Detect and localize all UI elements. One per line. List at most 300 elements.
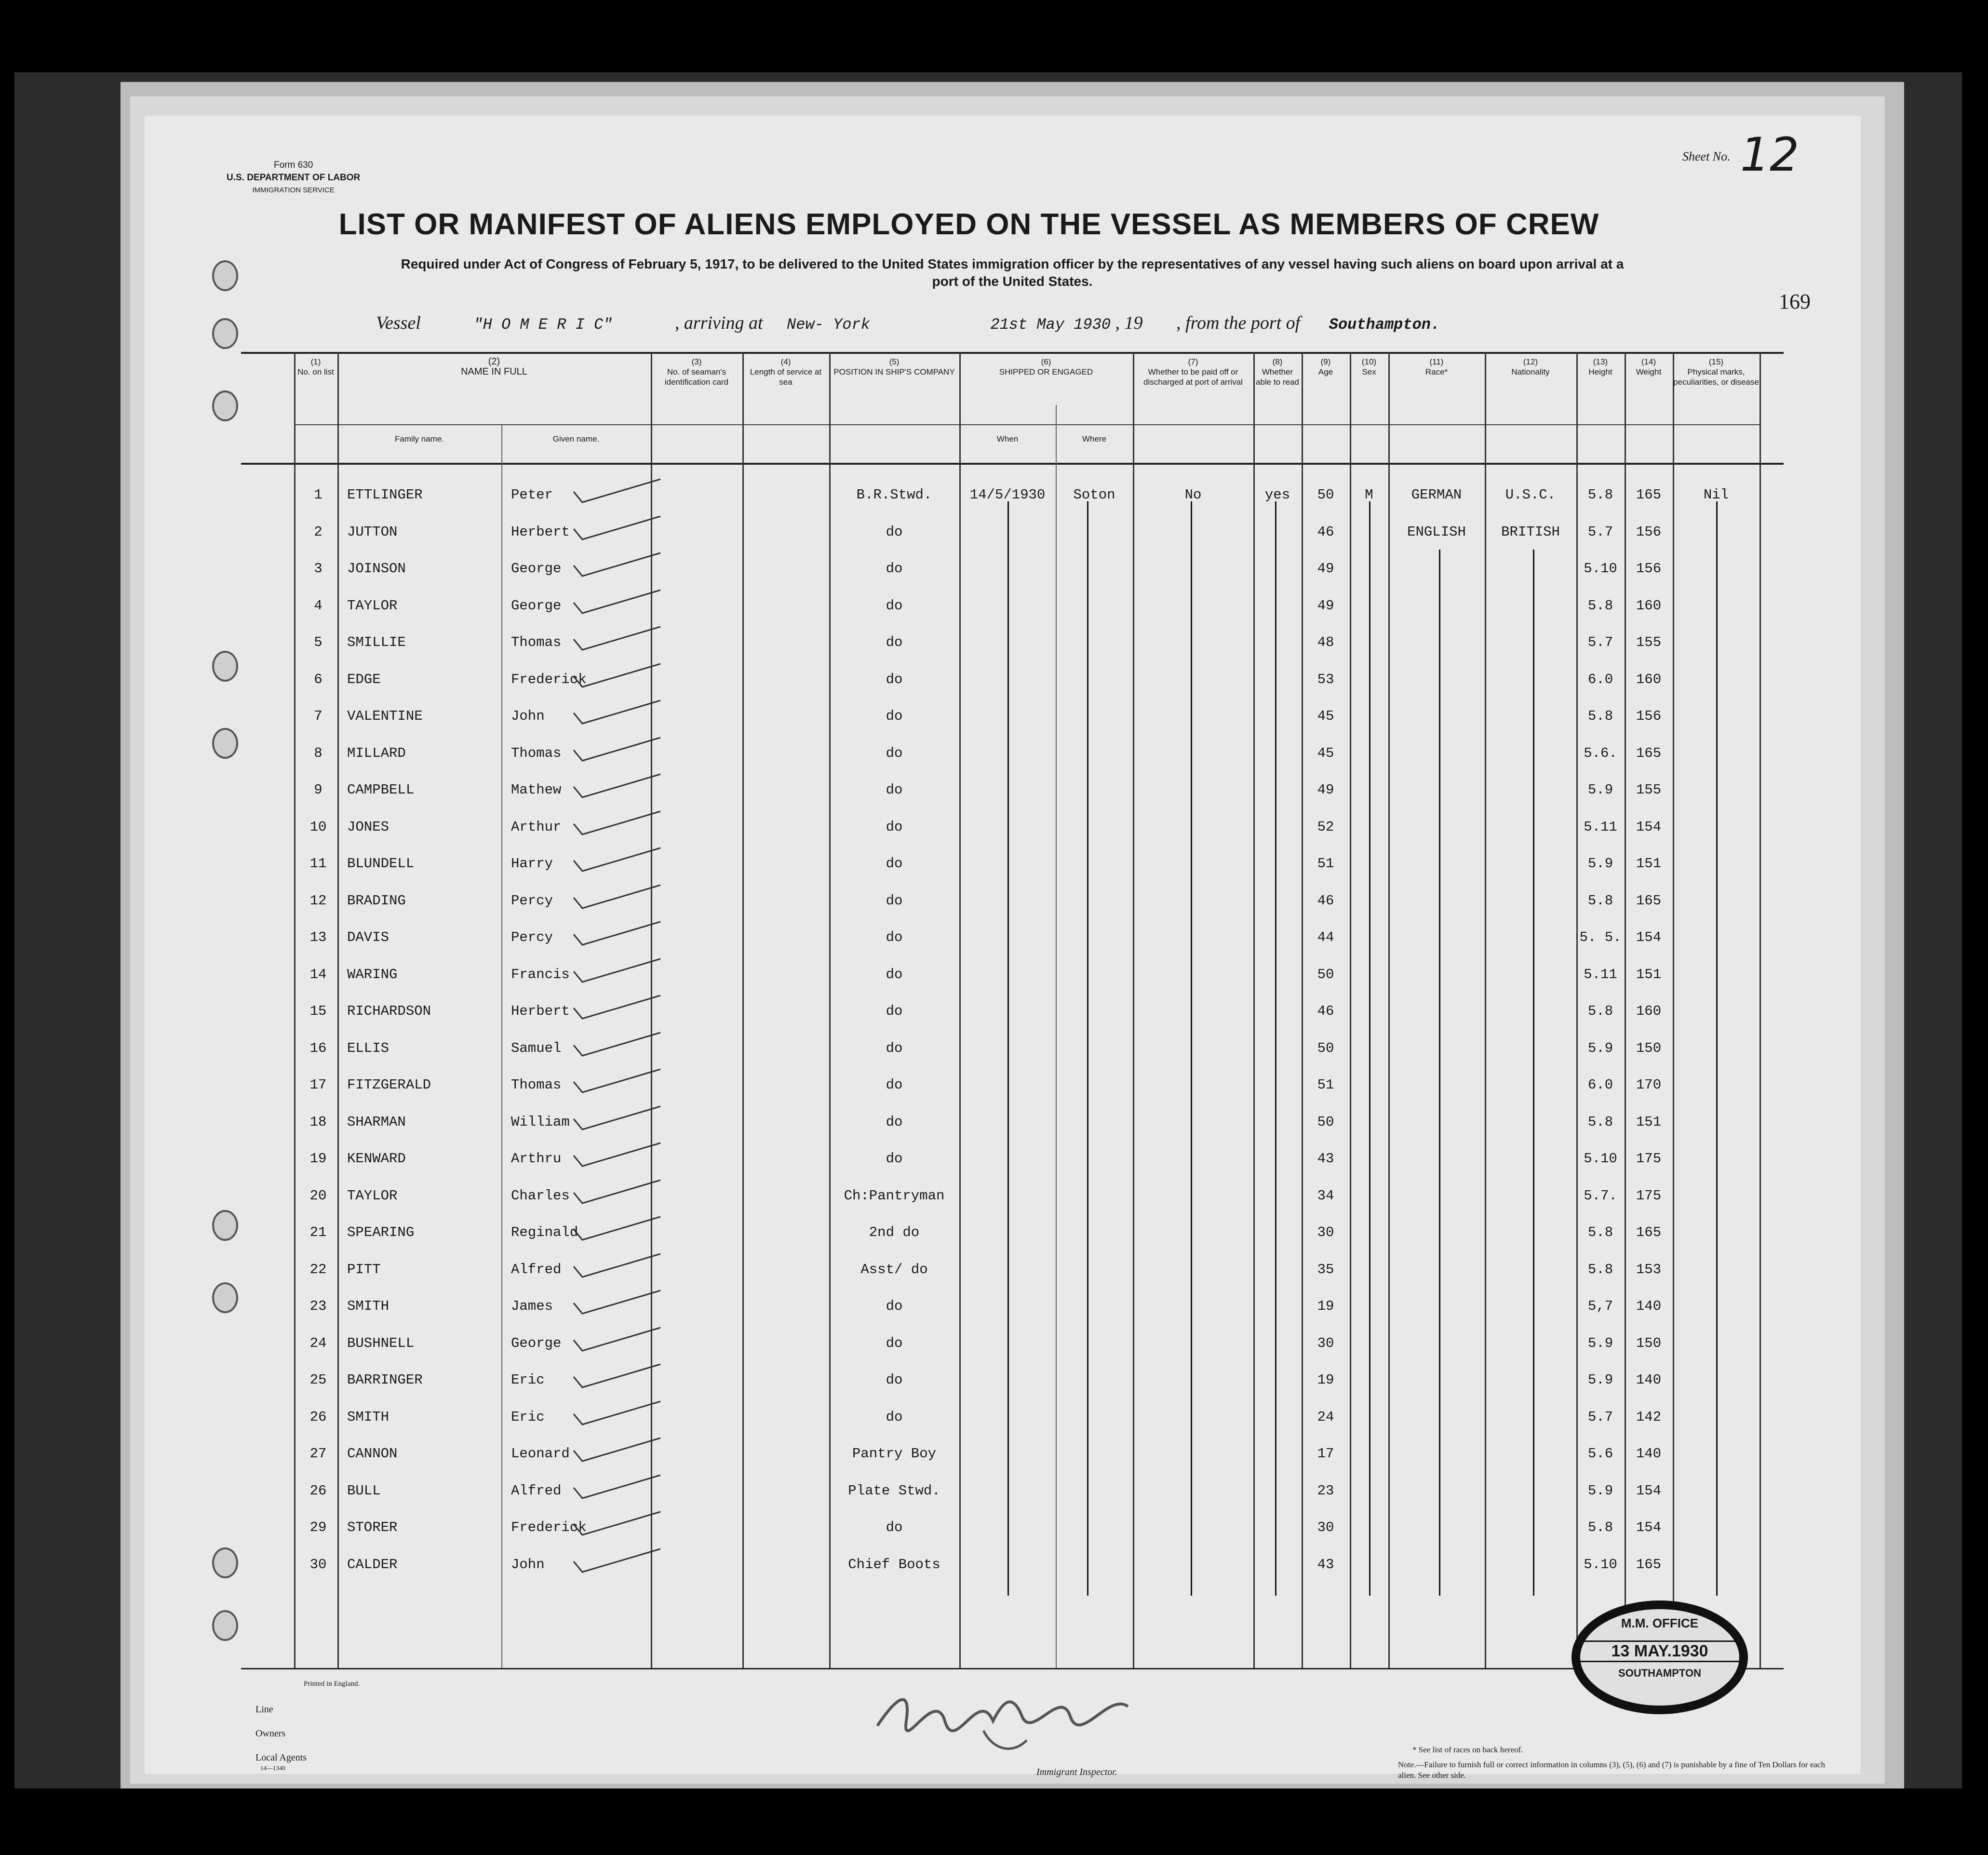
height-cell: 5.8: [1587, 1519, 1613, 1535]
header-age: (9) Age: [1318, 357, 1333, 376]
from-port: Southampton.: [1329, 316, 1440, 334]
row-number-cell: 6: [314, 671, 322, 687]
age-cell: 46: [1317, 1003, 1334, 1019]
check-mark-icon: [569, 957, 665, 986]
position-cell: do: [886, 892, 903, 909]
height-cell: 5.9: [1587, 856, 1613, 872]
given-name-cell: Harry: [511, 856, 553, 872]
row-number-cell: 17: [309, 1077, 327, 1093]
vessel-label: Vessel: [376, 313, 421, 333]
row-number-cell: 27: [309, 1446, 327, 1462]
arriving-label: , arriving at: [674, 313, 763, 333]
page-title: LIST OR MANIFEST OF ALIENS EMPLOYED ON THE VESSEL AS MEMBERS OF CREW: [338, 208, 1599, 241]
col-rule: [1760, 352, 1761, 1668]
check-mark-icon: [569, 625, 665, 654]
header-name: (2) NAME IN FULL: [461, 356, 527, 377]
position-cell: do: [886, 856, 903, 872]
punch-hole: [212, 260, 238, 291]
row-number-cell: 14: [309, 966, 327, 982]
header-height: (13) Height: [1588, 357, 1612, 376]
col-rule: [1485, 352, 1486, 1668]
weight-cell: 151: [1636, 1114, 1662, 1130]
given-name-cell: James: [511, 1298, 553, 1314]
ditto-mark: [1087, 501, 1088, 1596]
given-name-cell: Alfred: [511, 1482, 562, 1499]
weight-cell: 175: [1636, 1151, 1662, 1167]
family-name-cell: BARRINGER: [347, 1372, 423, 1388]
height-cell: 5.8: [1587, 597, 1613, 614]
punch-hole: [212, 1547, 238, 1578]
age-cell: 43: [1317, 1556, 1334, 1573]
family-name-cell: CANNON: [347, 1446, 398, 1462]
header-length: (4) Length of service at sea: [750, 357, 822, 387]
height-cell: 5.7: [1587, 634, 1613, 650]
height-cell: 5. 5.: [1579, 929, 1622, 945]
position-cell: do: [886, 1003, 903, 1019]
family-name-cell: SPEARING: [347, 1224, 415, 1240]
form-number: Form 630: [273, 160, 313, 170]
header-where: Where: [1082, 434, 1107, 444]
position-cell: do: [886, 1114, 903, 1130]
family-name-cell: TAYLOR: [347, 1187, 398, 1204]
col-rule: [742, 352, 744, 1668]
position-cell: do: [886, 1077, 903, 1093]
family-name-cell: SMITH: [347, 1409, 390, 1425]
check-mark-icon: [569, 1141, 665, 1170]
height-cell: 5.7: [1587, 1409, 1613, 1425]
position-cell: do: [886, 745, 903, 761]
sheet-number: 12: [1740, 128, 1800, 182]
height-cell: 5.11: [1584, 966, 1617, 982]
page-number: 169: [1779, 290, 1811, 313]
check-mark-icon: [569, 994, 665, 1022]
weight-cell: 155: [1636, 782, 1662, 798]
given-name-cell: Thomas: [511, 634, 562, 650]
row-number-cell: 24: [309, 1335, 327, 1351]
age-cell: 46: [1317, 892, 1334, 909]
department-name: U.S. DEPARTMENT OF LABOR: [227, 173, 361, 183]
row-number-cell: 5: [314, 634, 322, 650]
check-mark-icon: [569, 551, 665, 580]
position-cell: 2nd do: [869, 1224, 920, 1240]
inspector-signature: [868, 1658, 1138, 1764]
age-cell: 50: [1317, 966, 1334, 982]
header-bottom-rule: [241, 463, 1784, 465]
family-name-cell: WARING: [347, 966, 398, 982]
height-cell: 5.8: [1587, 892, 1613, 909]
shipped-when-cell: 14/5/1930: [969, 487, 1046, 503]
inspector-label: Immigrant Inspector.: [1036, 1767, 1117, 1777]
header-race: (11) Race*: [1425, 357, 1448, 376]
row-number-cell: 4: [314, 597, 322, 614]
header-no: (1) No. on list: [297, 357, 334, 376]
height-cell: 5.9: [1587, 782, 1613, 798]
check-mark-icon: [569, 662, 665, 691]
ditto-mark: [1191, 501, 1192, 1596]
position-cell: do: [886, 1519, 903, 1535]
check-mark-icon: [569, 809, 665, 838]
header-shipped: (6) SHIPPED OR ENGAGED: [999, 357, 1093, 376]
age-cell: 49: [1317, 782, 1334, 798]
height-cell: 6.0: [1587, 1077, 1613, 1093]
given-name-cell: Thomas: [511, 1077, 562, 1093]
family-name-cell: BLUNDELL: [347, 856, 415, 872]
row-number-cell: 16: [309, 1040, 327, 1056]
punch-hole: [212, 1210, 238, 1241]
family-name-cell: SMITH: [347, 1298, 390, 1314]
position-cell: Chief Boots: [848, 1556, 940, 1573]
position-cell: do: [886, 1298, 903, 1314]
header-position: (5) POSITION IN SHIP'S COMPANY: [833, 357, 955, 376]
weight-cell: 156: [1636, 708, 1662, 724]
row-number-cell: 29: [309, 1519, 327, 1535]
weight-cell: 165: [1636, 1556, 1662, 1573]
weight-cell: 154: [1636, 1482, 1662, 1499]
age-cell: 23: [1317, 1482, 1334, 1499]
check-mark-icon: [569, 1031, 665, 1060]
arrival-port: New- York: [787, 316, 870, 334]
height-cell: 5.10: [1584, 1151, 1617, 1167]
weight-cell: 155: [1636, 634, 1662, 650]
header-when: When: [996, 434, 1019, 444]
shipped-where-cell: Soton: [1073, 487, 1115, 503]
race-cell: GERMAN: [1411, 487, 1462, 503]
stamp-date: 13 MAY.1930: [1580, 1640, 1739, 1662]
weight-cell: 140: [1636, 1372, 1662, 1388]
row-number-cell: 11: [309, 856, 327, 872]
check-mark-icon: [569, 699, 665, 727]
penalty-note: Note.—Failure to furnish full or correct information in columns (3), (5), (6) and (7) is punishable by a fine of Ten Dollars for each alien. See other side.: [1398, 1760, 1826, 1780]
age-cell: 51: [1317, 1077, 1334, 1093]
position-cell: do: [886, 597, 903, 614]
weight-cell: 165: [1636, 1224, 1662, 1240]
age-cell: 46: [1317, 524, 1334, 540]
weight-cell: 153: [1636, 1261, 1662, 1277]
height-cell: 5.8: [1587, 1224, 1613, 1240]
col-rule: [1056, 405, 1057, 1668]
age-cell: 53: [1317, 671, 1334, 687]
position-cell: do: [886, 1151, 903, 1167]
weight-cell: 140: [1636, 1446, 1662, 1462]
age-cell: 19: [1317, 1372, 1334, 1388]
office-stamp: [1572, 1600, 1748, 1714]
given-name-cell: George: [511, 561, 562, 577]
family-name-cell: SHARMAN: [347, 1114, 406, 1130]
header-weight: (14) Weight: [1636, 357, 1662, 376]
header-family-name: Family name.: [394, 434, 444, 444]
age-cell: 30: [1317, 1224, 1334, 1240]
row-number-cell: 23: [309, 1298, 327, 1314]
family-name-cell: SMILLIE: [347, 634, 406, 650]
weight-cell: 160: [1636, 597, 1662, 614]
height-cell: 5.8: [1587, 708, 1613, 724]
header-physical-marks: (15) Physical marks, peculiarities, or disease: [1673, 357, 1759, 387]
given-name-cell: Frederick: [511, 671, 587, 687]
height-cell: 5.10: [1584, 561, 1617, 577]
header-paid: (7) Whether to be paid off or discharged at port of arrival: [1143, 357, 1243, 387]
check-mark-icon: [569, 477, 665, 506]
given-name-cell: Leonard: [511, 1446, 570, 1462]
height-cell: 5.11: [1584, 819, 1617, 835]
weight-cell: 150: [1636, 1040, 1662, 1056]
row-number-cell: 12: [309, 892, 327, 909]
header-card: (3) No. of seaman's identification card: [664, 357, 729, 387]
form-code: 14—1340: [260, 1764, 285, 1772]
line-label: Line: [255, 1704, 273, 1715]
age-cell: 45: [1317, 745, 1334, 761]
age-cell: 50: [1317, 1040, 1334, 1056]
height-cell: 5.9: [1587, 1372, 1613, 1388]
given-name-cell: Thomas: [511, 745, 562, 761]
weight-cell: 151: [1636, 856, 1662, 872]
nationality-cell: U.S.C.: [1505, 487, 1556, 503]
family-name-cell: STORER: [347, 1519, 398, 1535]
weight-cell: 151: [1636, 966, 1662, 982]
check-mark-icon: [569, 846, 665, 875]
ditto-mark: [1007, 501, 1009, 1596]
arrival-date: 21st May 1930: [990, 316, 1111, 334]
check-mark-icon: [569, 1436, 665, 1465]
row-number-cell: 25: [309, 1372, 327, 1388]
stamp-bottom: SOUTHAMPTON: [1618, 1667, 1701, 1679]
position-cell: Asst/ do: [860, 1261, 928, 1277]
height-cell: 5.7: [1587, 524, 1613, 540]
age-cell: 51: [1317, 856, 1334, 872]
age-cell: 17: [1317, 1446, 1334, 1462]
height-cell: 5.9: [1587, 1335, 1613, 1351]
check-mark-icon: [569, 588, 665, 617]
row-number-cell: 1: [314, 487, 322, 503]
height-cell: 5.10: [1584, 1556, 1617, 1573]
row-number-cell: 13: [309, 929, 327, 945]
age-cell: 43: [1317, 1151, 1334, 1167]
age-cell: 30: [1317, 1335, 1334, 1351]
weight-cell: 170: [1636, 1077, 1662, 1093]
position-cell: do: [886, 524, 903, 540]
row-number-cell: 8: [314, 745, 322, 761]
height-cell: 6.0: [1587, 671, 1613, 687]
given-name-cell: Frederick: [511, 1519, 587, 1535]
height-cell: 5.7.: [1584, 1187, 1617, 1204]
printed-note: Printed in England.: [304, 1680, 360, 1688]
position-cell: do: [886, 561, 903, 577]
weight-cell: 156: [1636, 561, 1662, 577]
weight-cell: 156: [1636, 524, 1662, 540]
given-name-cell: Mathew: [511, 782, 562, 798]
row-number-cell: 3: [314, 561, 322, 577]
stamp-top: M.M. OFFICE: [1621, 1616, 1699, 1630]
row-number-cell: 20: [309, 1187, 327, 1204]
position-cell: do: [886, 966, 903, 982]
position-cell: do: [886, 1409, 903, 1425]
family-name-cell: BUSHNELL: [347, 1335, 415, 1351]
family-name-cell: CAMPBELL: [347, 782, 415, 798]
given-name-cell: Charles: [511, 1187, 570, 1204]
able-to-read-cell: yes: [1264, 487, 1290, 503]
family-name-cell: BULL: [347, 1482, 381, 1499]
family-name-cell: JUTTON: [347, 524, 398, 540]
weight-cell: 142: [1636, 1409, 1662, 1425]
race-note: * See list of races on back hereof.: [1412, 1745, 1523, 1754]
position-cell: do: [886, 634, 903, 650]
manifest-sheet: [145, 116, 1861, 1780]
age-cell: 45: [1317, 708, 1334, 724]
from-port-label: , from the port of: [1176, 313, 1301, 333]
row-number-cell: 15: [309, 1003, 327, 1019]
given-name-cell: Herbert: [511, 1003, 570, 1019]
punch-hole: [212, 1610, 238, 1641]
punch-hole: [212, 390, 238, 421]
position-cell: do: [886, 1335, 903, 1351]
row-number-cell: 9: [314, 782, 322, 798]
row-number-cell: 22: [309, 1261, 327, 1277]
weight-cell: 160: [1636, 671, 1662, 687]
height-cell: 5,7: [1587, 1298, 1613, 1314]
age-cell: 44: [1317, 929, 1334, 945]
family-name-cell: EDGE: [347, 671, 381, 687]
given-name-cell: Alfred: [511, 1261, 562, 1277]
check-mark-icon: [569, 1547, 665, 1576]
given-name-cell: Peter: [511, 487, 553, 503]
given-name-cell: William: [511, 1114, 570, 1130]
position-cell: do: [886, 782, 903, 798]
family-name-cell: PITT: [347, 1261, 381, 1277]
header-given-name: Given name.: [552, 434, 600, 444]
given-name-cell: George: [511, 1335, 562, 1351]
header-nationality: (12) Nationality: [1511, 357, 1550, 376]
punch-hole: [212, 651, 238, 682]
header-mid-rule: [294, 424, 1760, 425]
given-name-cell: John: [511, 1556, 545, 1573]
weight-cell: 150: [1636, 1335, 1662, 1351]
row-number-cell: 10: [309, 819, 327, 835]
family-name-cell: VALENTINE: [347, 708, 423, 724]
physical-marks-cell: Nil: [1703, 487, 1729, 503]
check-mark-icon: [569, 736, 665, 765]
row-number-cell: 19: [309, 1151, 327, 1167]
weight-cell: 175: [1636, 1187, 1662, 1204]
height-cell: 5.9: [1587, 1040, 1613, 1056]
check-mark-icon: [569, 1215, 665, 1244]
height-cell: 5.6: [1587, 1446, 1613, 1462]
ditto-mark: [1439, 550, 1440, 1596]
table-top-rule: [241, 352, 1784, 354]
position-cell: do: [886, 1372, 903, 1388]
weight-cell: 160: [1636, 1003, 1662, 1019]
family-name-cell: RICHARDSON: [347, 1003, 431, 1019]
row-number-cell: 26: [309, 1409, 327, 1425]
row-number-cell: 2: [314, 524, 322, 540]
family-name-cell: BRADING: [347, 892, 406, 909]
given-name-cell: Samuel: [511, 1040, 562, 1056]
header-sex: (10) Sex: [1361, 357, 1377, 376]
check-mark-icon: [569, 1104, 665, 1133]
weight-cell: 154: [1636, 929, 1662, 945]
given-name-cell: Eric: [511, 1372, 545, 1388]
ditto-mark: [1533, 550, 1534, 1596]
punch-hole: [212, 318, 238, 349]
header-read: (8) Whether able to read: [1256, 357, 1299, 387]
page-subtitle: Required under Act of Congress of February 5, 1917, to be delivered to the United States immigration officer by the representatives of any vessel having such aliens on board upon arrival at a port of the United States.: [401, 256, 1624, 289]
owners-label: Owners: [255, 1728, 286, 1739]
age-cell: 48: [1317, 634, 1334, 650]
age-cell: 49: [1317, 597, 1334, 614]
weight-cell: 165: [1636, 487, 1662, 503]
age-cell: 30: [1317, 1519, 1334, 1535]
given-name-cell: Percy: [511, 892, 553, 909]
given-name-cell: Percy: [511, 929, 553, 945]
given-name-cell: Reginald: [511, 1224, 578, 1240]
vessel-name: "H O M E R I C": [473, 316, 613, 334]
check-mark-icon: [569, 1178, 665, 1207]
check-mark-icon: [569, 1510, 665, 1539]
form-header: [227, 159, 360, 197]
check-mark-icon: [569, 1399, 665, 1428]
weight-cell: 140: [1636, 1298, 1662, 1314]
weight-cell: 165: [1636, 892, 1662, 909]
check-mark-icon: [569, 1362, 665, 1391]
given-name-cell: George: [511, 597, 562, 614]
position-cell: Plate Stwd.: [848, 1482, 940, 1499]
age-cell: 24: [1317, 1409, 1334, 1425]
height-cell: 5.8: [1587, 1114, 1613, 1130]
sheet-number-label: Sheet No.: [1682, 149, 1731, 163]
family-name-cell: FITZGERALD: [347, 1077, 431, 1093]
age-cell: 35: [1317, 1261, 1334, 1277]
row-number-cell: 7: [314, 708, 322, 724]
local-agents-label: Local Agents: [255, 1752, 307, 1763]
punch-hole: [212, 728, 238, 759]
family-name-cell: TAYLOR: [347, 597, 398, 614]
age-cell: 52: [1317, 819, 1334, 835]
family-name-cell: KENWARD: [347, 1151, 406, 1167]
col-rule: [1133, 352, 1134, 1668]
given-name-cell: Herbert: [511, 524, 570, 540]
age-cell: 50: [1317, 1114, 1334, 1130]
family-name-cell: JOINSON: [347, 561, 406, 577]
check-mark-icon: [569, 1252, 665, 1281]
family-name-cell: ELLIS: [347, 1040, 390, 1056]
position-cell: do: [886, 1040, 903, 1056]
age-cell: 49: [1317, 561, 1334, 577]
row-number-cell: 30: [309, 1556, 327, 1573]
position-cell: Pantry Boy: [852, 1446, 937, 1462]
paid-off-cell: No: [1184, 487, 1202, 503]
punch-hole: [212, 1282, 238, 1313]
check-mark-icon: [569, 1067, 665, 1096]
height-cell: 5.8: [1587, 1003, 1613, 1019]
row-number-cell: 26: [309, 1482, 327, 1499]
family-name-cell: JONES: [347, 819, 390, 835]
nationality-cell: BRITISH: [1501, 524, 1560, 540]
position-cell: do: [886, 671, 903, 687]
family-name-cell: DAVIS: [347, 929, 390, 945]
given-name-cell: Arthru: [511, 1151, 562, 1167]
service-name: IMMIGRATION SERVICE: [252, 186, 335, 194]
position-cell: do: [886, 819, 903, 835]
family-name-cell: ETTLINGER: [347, 487, 423, 503]
check-mark-icon: [569, 883, 665, 912]
given-name-cell: John: [511, 708, 545, 724]
check-mark-icon: [569, 1289, 665, 1317]
row-number-cell: 21: [309, 1224, 327, 1240]
given-name-cell: Arthur: [511, 819, 562, 835]
position-cell: do: [886, 929, 903, 945]
weight-cell: 165: [1636, 745, 1662, 761]
weight-cell: 154: [1636, 1519, 1662, 1535]
height-cell: 5.6.: [1584, 745, 1617, 761]
race-cell: ENGLISH: [1407, 524, 1466, 540]
